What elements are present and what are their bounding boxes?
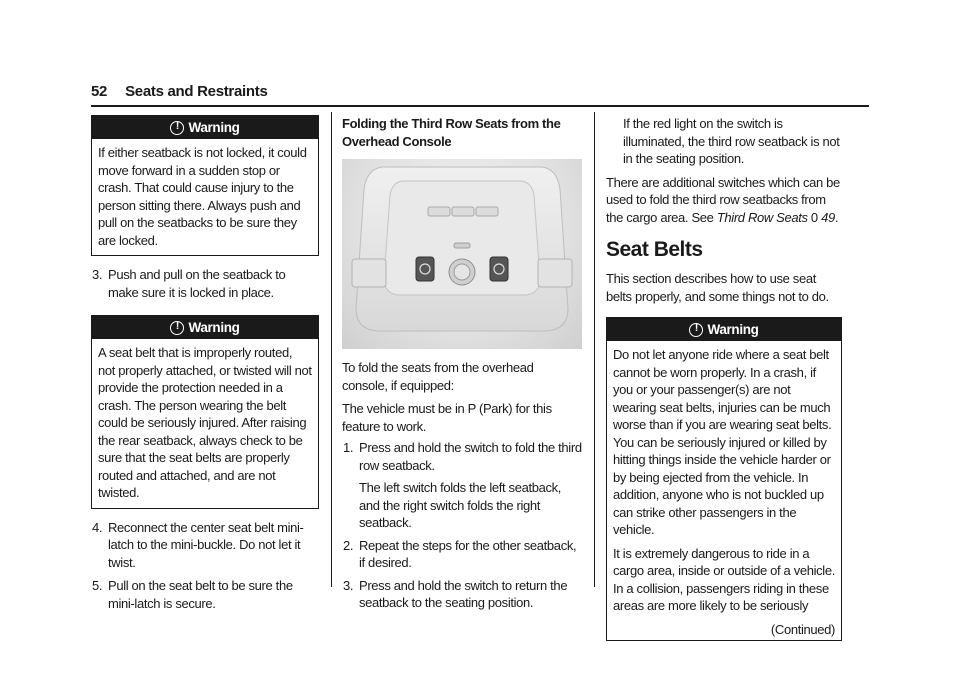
warning-box-seat-belts (606, 317, 842, 641)
intro-text: To fold the seats from the overhead console, if equipped: (342, 360, 534, 393)
warning-icon (170, 321, 184, 335)
header-rule (91, 105, 869, 107)
warning-header (92, 116, 318, 139)
step-text: Repeat the steps for the other seatback, if desired. (359, 537, 577, 570)
subsection-heading: Folding the Third Row Seats from the Overhead Console (342, 116, 561, 149)
warning-header (92, 316, 318, 339)
step-number: 5. (92, 578, 103, 593)
page-header (91, 83, 267, 100)
step-text: Pull on the seat belt to be sure the mini-latch is secure. (108, 578, 293, 611)
page-number: 52 (91, 83, 108, 100)
list-item (342, 439, 582, 532)
step-continuation: If the red light on the switch is illuminated, the third row seatback is not in the seating position. (623, 116, 840, 166)
warning-icon (170, 121, 184, 135)
list-item (342, 537, 582, 572)
continued-label: (Continued) (770, 621, 835, 637)
warning-title: Warning (188, 120, 240, 135)
paragraph-end: . (834, 209, 839, 225)
step-subtext: The left switch folds the left seatback, and the right switch folds the right seatback. (359, 480, 562, 530)
step-text: Press and hold the switch to return the seatback to the seating position. (359, 577, 568, 610)
list-item (342, 577, 582, 612)
step-3 (91, 266, 319, 301)
warning-title: Warning (707, 322, 759, 337)
warning-text: A seat belt that is improperly routed, not properly attached, or twisted will not provide the protection needed in a crash. The person wearing the belt could be seriously injured. After raising the rear seatback, always check to be sure that the seat belts are properly routed and attached, and are not twisted. (98, 345, 312, 500)
section-title: Seat Belts (606, 238, 703, 261)
column-2 (342, 115, 582, 612)
step-4 (91, 519, 319, 572)
page-ref-icon: 0 (810, 209, 818, 225)
column-1 (91, 115, 319, 612)
warning-box-seat-belt (91, 315, 319, 509)
warning-text: Do not let anyone ride where a seat belt cannot be worn properly. In a crash, if you or your passenger(s) are not wearing seat belts, injuries can be much worse than if you are wearing seat belts. You can be seriously injured or killed by hitting things inside the vehicle harder or by being ejected from the vehicle. In addition, anyone who is not buckled up can strike other passengers in the vehicle. (613, 347, 832, 537)
warning-icon (689, 323, 703, 337)
warning-box-seatback (91, 115, 319, 256)
cross-reference-link[interactable]: Third Row Seats (716, 209, 808, 225)
warning-title: Warning (188, 320, 240, 335)
warning-text: It is extremely dangerous to ride in a cargo area, inside or outside of a vehicle. In a collision, passengers riding in these areas are more likely to be seriously (613, 545, 835, 613)
overhead-console-illustration (342, 159, 582, 349)
warning-header (607, 318, 841, 341)
section-intro: This section describes how to use seat belts properly, and some things not to do. (606, 271, 829, 304)
overhead-console-photo (342, 159, 582, 349)
step-number: 3. (343, 577, 354, 593)
step-text: Press and hold the switch to fold the third row seatback. (359, 440, 582, 473)
section-name: Seats and Restraints (125, 83, 268, 100)
step-text: Push and pull on the seatback to make sure it is locked in place. (108, 267, 286, 300)
step-5 (91, 577, 319, 612)
step-text: Reconnect the center seat belt mini-latch to the mini-buckle. Do not let it twist. (108, 519, 304, 570)
step-number: 3. (92, 267, 103, 282)
column-divider-1 (331, 112, 332, 587)
step-number: 1. (343, 440, 354, 455)
column-divider-2 (594, 112, 595, 587)
intro-text: The vehicle must be in P (Park) for this feature to work. (342, 401, 552, 434)
column-3 (606, 115, 842, 641)
paragraph (606, 174, 842, 227)
step-number: 2. (343, 537, 354, 553)
warning-text: If either seatback is not locked, it could move forward in a sudden stop or crash. That could cause injury to the person sitting there. Always push and pull on the seatbacks to be sure they are locked. (98, 145, 307, 248)
page-ref-number[interactable]: 49 (821, 209, 835, 225)
paragraph-text: There are additional switches which can be used to fold the third row seatbacks from the cargo area. See (606, 174, 840, 225)
step-number: 4. (92, 519, 103, 535)
